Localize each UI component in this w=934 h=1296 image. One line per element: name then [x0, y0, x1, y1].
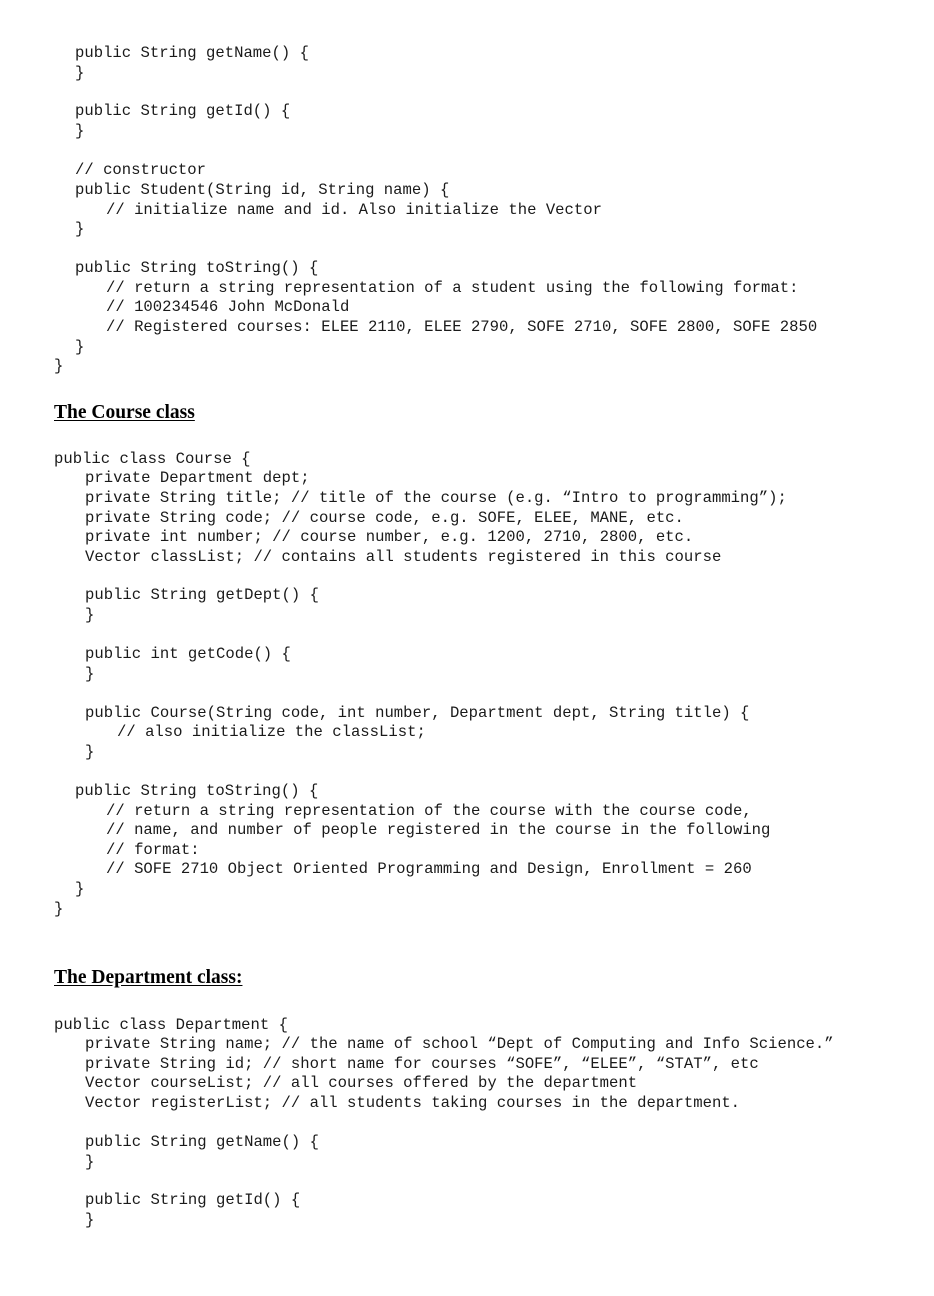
code-line: private String code; // course code, e.g. SOFE, ELEE, MANE, etc. [85, 509, 684, 527]
code-line: } [54, 357, 64, 375]
code-line: private String id; // short name for courses “SOFE”, “ELEE”, “STAT”, etc [85, 1055, 759, 1073]
code-line: // initialize name and id. Also initialize the Vector [106, 201, 602, 219]
code-line: // 100234546 John McDonald [106, 298, 350, 316]
code-line: } [85, 1211, 95, 1229]
code-line: public String toString() { [75, 259, 319, 277]
code-line: } [75, 64, 85, 82]
code-line: Vector registerList; // all students taking courses in the department. [85, 1094, 741, 1112]
department-class-heading: The Department class: [54, 967, 243, 988]
code-line: public String getName() { [75, 44, 309, 62]
code-line: // SOFE 2710 Object Oriented Programming and Design, Enrollment = 260 [106, 860, 752, 878]
code-line: // Registered courses: ELEE 2110, ELEE 2790, SOFE 2710, SOFE 2800, SOFE 2850 [106, 318, 818, 336]
code-line: public class Department { [54, 1016, 288, 1034]
code-line: } [75, 338, 85, 356]
code-line: } [85, 743, 95, 761]
course-class-heading: The Course class [54, 402, 195, 423]
code-line: // return a string representation of the course with the course code, [106, 802, 752, 820]
code-line: private String title; // title of the course (e.g. “Intro to programming”); [85, 489, 787, 507]
code-line: private int number; // course number, e.g. 1200, 2710, 2800, etc. [85, 528, 694, 546]
code-line: } [85, 606, 95, 624]
code-line: Vector courseList; // all courses offered by the department [85, 1074, 638, 1092]
code-line: public String toString() { [75, 782, 319, 800]
code-line: // constructor [75, 161, 207, 179]
code-line: Vector classList; // contains all students registered in this course [85, 548, 722, 566]
code-line: public String getId() { [85, 1191, 301, 1209]
code-line: // also initialize the classList; [117, 723, 426, 741]
code-line: } [75, 220, 85, 238]
code-line: } [85, 665, 95, 683]
code-line: public String getId() { [75, 102, 291, 120]
code-line: private Department dept; [85, 469, 310, 487]
code-line: public String getDept() { [85, 586, 319, 604]
code-line: public Student(String id, String name) { [75, 181, 450, 199]
code-line: } [75, 122, 85, 140]
code-line: } [54, 900, 64, 918]
code-line: public Course(String code, int number, Department dept, String title) { [85, 704, 750, 722]
code-line: public String getName() { [85, 1133, 319, 1151]
code-line: public int getCode() { [85, 645, 291, 663]
code-line: private String name; // the name of school “Dept of Computing and Info Science.” [85, 1035, 834, 1053]
code-line: // return a string representation of a student using the following format: [106, 279, 799, 297]
code-line: // name, and number of people registered in the course in the following [106, 821, 771, 839]
code-line: } [75, 880, 85, 898]
code-line: public class Course { [54, 450, 251, 468]
code-line: } [85, 1153, 95, 1171]
code-line: // format: [106, 841, 200, 859]
